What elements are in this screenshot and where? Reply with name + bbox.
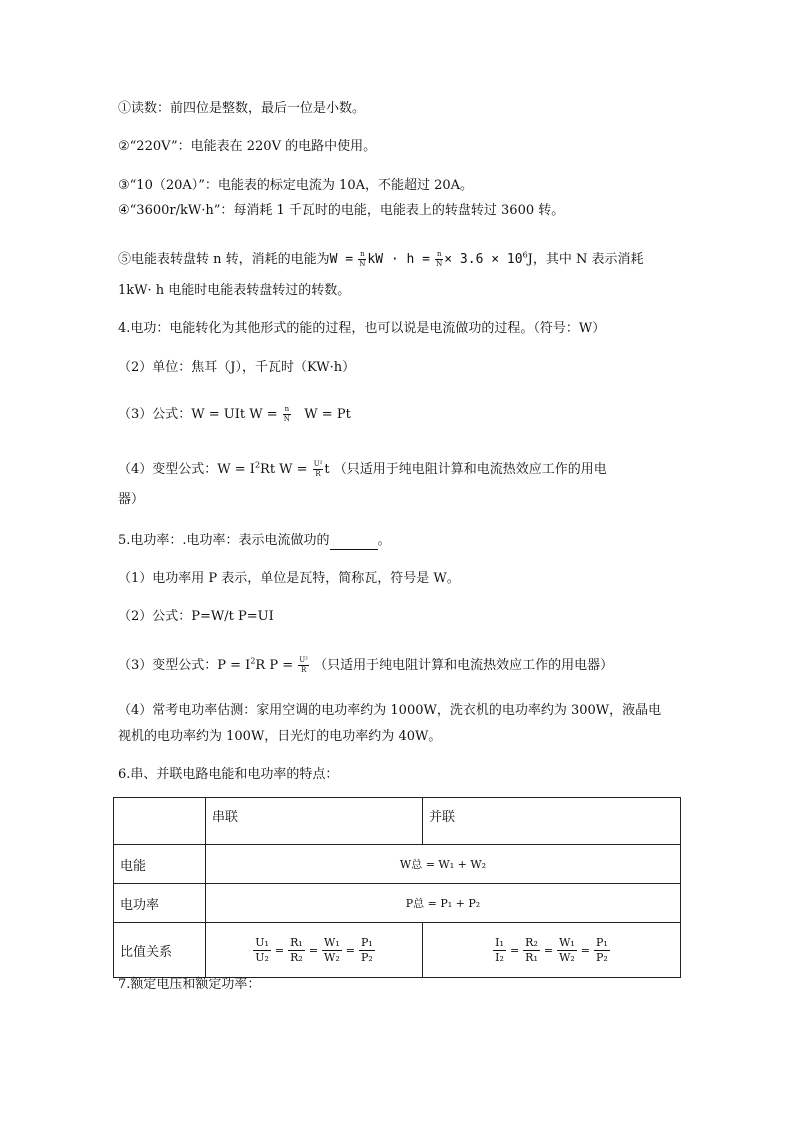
ratio-fraction: $\frac{\text{P₁}}{\text{P₂}}$ — [596, 935, 608, 964]
fraction-n-over-N-2: $\frac{n}{N}$ — [436, 250, 443, 268]
ratio-fraction: $\frac{\text{U₁}}{\text{U₂}}$ — [255, 935, 269, 964]
text-line-3600r: ④“3600r/kW·h”：每消耗 1 千瓦时的电能，电能表上的转盘转过 3600 转。 — [118, 203, 565, 218]
text-line-power-symbol: （1）电功率用 P 表示，单位是瓦特，简称瓦，符号是 W。 — [118, 571, 460, 586]
text-line-power-estimate-2: 视机的电功率约为 100W，日光灯的电功率约为 40W。 — [118, 729, 442, 744]
text-line-power-estimate-1: （4）常考电功率估测：家用空调的电功率约为 1000W，洗衣机的电功率约为 300W，液晶电 — [118, 703, 662, 718]
row-label-ratio: 比值关系 — [114, 923, 206, 978]
text-line-220v: ②“220V”：电能表在 220V 的电路中使用。 — [118, 139, 377, 154]
table-header-row — [114, 798, 681, 845]
section-rated-voltage-power: 7.额定电压和额定功率： — [118, 977, 261, 992]
fraction-n-over-N: $\frac{n}{N}$ — [359, 250, 366, 268]
text-line-work-formula: （3）公式：W = UIt W = $\frac{n}{N}$ W = Pt — [118, 405, 351, 423]
ratio-fraction: $\frac{\text{W₁}}{\text{W₂}}$ — [559, 935, 575, 964]
table-header-empty — [114, 798, 206, 845]
series-ratio-cell: $\frac{\text{U₁}}{\text{U₂}}$ = $\frac{\text{R₁}}{\text{R₂}}$ = $\frac{\text{W₁}}{\text{W₂}}$ = $\frac{\text{P₁}}{\text{P₂}}$ — [206, 923, 423, 978]
table-header-parallel: 并联 — [423, 798, 681, 845]
table-row — [114, 923, 681, 978]
ratio-fraction: $\frac{\text{R₁}}{\text{R₂}}$ — [290, 935, 303, 964]
fraction-n-over-N-3: $\frac{n}{N}$ — [283, 405, 290, 423]
text-line-kwh-revolutions: 1kW· h 电能时电能表转盘转过的转数。 — [118, 283, 351, 298]
fraction-u2-over-r-2: $\frac{\text{U²}}{R}$ — [299, 656, 308, 674]
text-line-appliance-end: 器） — [118, 492, 145, 507]
text-line-energy-formula: ⑤电能表转盘转 n 转，消耗的电能为W = $\frac{n}{N}$ kW · h = $\frac{n}{N}$ × $3.6 \times 10^6J$，其中 N 表示消耗 — [118, 250, 644, 268]
text-line-unit: （2）单位：焦耳（J），千瓦时（KW·h） — [118, 360, 356, 375]
table-row — [114, 884, 681, 923]
table-header-series: 串联 — [206, 798, 423, 845]
text-line-rated-current: ③“10（20A）”：电能表的标定电流为 10A，不能超过 20A。 — [118, 178, 474, 193]
power-relation: P总 = P₁ + P₂ — [206, 884, 681, 923]
comparison-table — [113, 797, 681, 978]
parallel-ratio-cell: $\frac{\text{I₁}}{\text{I₂}}$ = $\frac{\text{R₂}}{\text{R₁}}$ = $\frac{\text{W₁}}{\text{W₂}}$ = $\frac{\text{P₁}}{\text{P₂}}$ — [423, 923, 681, 978]
table-row — [114, 845, 681, 884]
row-label-energy: 电能 — [114, 845, 206, 884]
section-series-parallel: 6.串、并联电路电能和电功率的特点： — [118, 767, 339, 782]
text-line-power-formula: （2）公式：P=W/t P=UI — [118, 609, 274, 624]
text-line-power-variant-formula: （3）变型公式：$P = I^2R$ P = $\frac{\text{U²}}{R}$ （只适用于纯电阻计算和电流热效应工作的用电器） — [118, 656, 614, 674]
energy-relation: W总 = W₁ + W₂ — [206, 845, 681, 884]
section-electric-power: 5.电功率：.电功率：表示电流做功的 。 — [118, 533, 391, 548]
ratio-fraction: $\frac{\text{P₁}}{\text{P₂}}$ — [360, 935, 373, 964]
section-electric-work: 4.电功：电能转化为其他形式的能的过程，也可以说是电流做功的过程。（符号：W） — [118, 321, 606, 336]
ratio-fraction: $\frac{\text{I₁}}{\text{I₂}}$ — [495, 935, 504, 964]
text-line-reading: ①读数：前四位是整数，最后一位是小数。 — [118, 101, 366, 116]
ratio-fraction: $\frac{\text{W₁}}{\text{W₂}}$ — [324, 935, 340, 964]
ratio-fraction: $\frac{\text{R₂}}{\text{R₁}}$ — [525, 935, 538, 964]
fraction-u2-over-r: $\frac{\text{U²}}{R}$ — [313, 460, 323, 478]
fill-in-blank — [330, 533, 378, 550]
text-line-work-variant-formula: （4）变型公式：$W = I^2Rt$ W = $\frac{\text{U²}}{R}$ t （只适用于纯电阻计算和电流热效应工作的用电 — [118, 460, 607, 478]
row-label-power: 电功率 — [114, 884, 206, 923]
